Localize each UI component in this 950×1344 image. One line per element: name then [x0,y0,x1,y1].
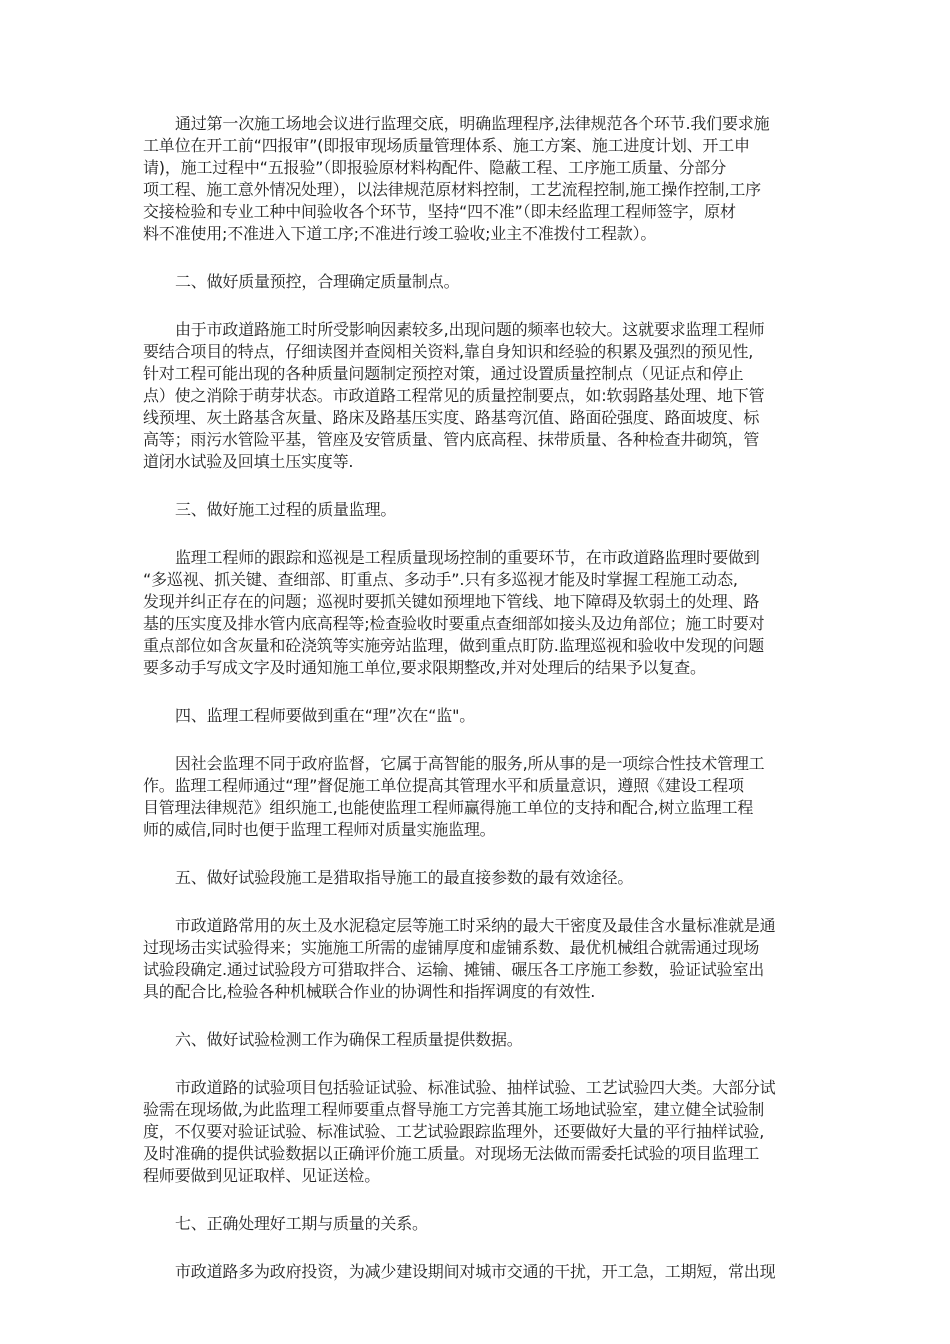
text-line: 市政道路的试验项目包括验证试验、标准试验、抽样试验、工艺试验四大类。大部分试 [175,1078,776,1097]
text-line: 道闭水试验及回填土压实度等. [143,452,354,471]
paragraph-testing [143,1077,808,1187]
text-line: 交接检验和专业工种中间验收各个环节，坚持“四不准”（即未经监理工程师签字，原材 [143,202,736,221]
text-line: 具的配合比,检验各种机械联合作业的协调性和指挥调度的有效性. [143,982,596,1001]
text-line: 要多动手写成文字及时通知施工单位,要求限期整改,并对处理后的结果予以复查。 [143,658,706,677]
paragraph-schedule-quality [143,1261,808,1283]
text-line: 作。监理工程师通过“理”督促施工单位提高其管理水平和质量意识，遵照《建设工程项 [143,776,744,795]
text-line: 目管理法律规范》组织施工,也能使监理工程师赢得施工单位的支持和配合,树立监理工程 [143,798,754,817]
text-line: 市政道路多为政府投资，为减少建设期间对城市交通的干扰，开工急，工期短，常出现 [175,1262,776,1281]
text-line: 由于市政道路施工时所受影响因素较多,出现问题的频率也较大。这就要求监理工程师 [175,320,765,339]
text-line: 工单位在开工前“四报审”(即报审现场质量管理体系、施工方案、施工进度计划、开工申 [143,136,750,155]
text-line: 高等；雨污水管险平基，管座及安管质量、管内底高程、抹带质量、各种检查井砌筑，管 [143,430,760,449]
section-heading-3: 三、做好施工过程的质量监理。 [175,500,397,519]
text-line: 料不准使用;不准进入下道工序;不准进行竣工验收;业主不准拨付工程款）。 [143,224,657,243]
section-heading-2: 二、做好质量预控，合理确定质量制点。 [175,272,460,291]
text-line: 请)，施工过程中“五报验”（即报验原材料构配件、隐蔽工程、工序施工质量、分部分 [143,158,727,177]
text-line: 试验段确定.通过试验段方可猎取拌合、运输、摊铺、碾压各工序施工参数，验证试验室出 [143,960,765,979]
text-line: 师的威信,同时也便于监理工程师对质量实施监理。 [143,820,496,839]
section-heading-6: 六、做好试验检测工作为确保工程质量提供数据。 [175,1030,523,1049]
text-line: 监理工程师的跟踪和巡视是工程质量现场控制的重要环节，在市政道路监理时要做到 [175,548,760,567]
text-line: 基的压实度及排水管内底高程等;检查验收时要重点查细部如接头及边角部位；施工时要对 [143,614,765,633]
text-line: 项工程、施工意外情况处理），以法律规范原材料控制，工艺流程控制,施工操作控制,工序 [143,180,761,199]
text-line: 及时准确的提供试验数据以正确评价施工质量。对现场无法做而需委托试验的项目监理工 [143,1144,760,1163]
paragraph-site-meeting [143,113,808,245]
text-line: 验需在现场做,为此监理工程师要重点督导施工方完善其施工场地试验室，建立健全试验制 [143,1100,765,1119]
document-page [143,113,808,1309]
text-line: 点）使之消除于萌芽状态。市政道路工程常见的质量控制要点，如:软弱路基处理、地下管 [143,386,765,405]
paragraph-process-supervision [143,547,808,679]
paragraph-trial-section [143,915,808,1003]
text-line: “多巡视、抓关键、查细部、盯重点、多动手”.只有多巡视才能及时掌握工程施工动态, [143,570,738,589]
text-line: 线预埋、灰土路基含灰量、路床及路基压实度、路基弯沉值、路面砼强度、路面坡度、标 [143,408,760,427]
section-heading-5: 五、做好试验段施工是猎取指导施工的最直接参数的最有效途径。 [175,868,634,887]
text-line: 要结合项目的特点，仔细读图并查阅相关资料,靠自身知识和经验的积累及强烈的预见性, [143,342,754,361]
text-line: 市政道路常用的灰土及水泥稳定层等施工时采纳的最大干密度及最佳含水量标准就是通 [175,916,776,935]
text-line: 重点部位如含灰量和砼浇筑等实施旁站监理，做到重点盯防.监理巡视和验收中发现的问题 [143,636,765,655]
text-line: 程师要做到见证取样、见证送检。 [143,1166,381,1185]
paragraph-quality-precontrol [143,319,808,473]
text-line: 针对工程可能出现的各种质量问题制定预控对策，通过设置质量控制点（见证点和停止 [143,364,744,383]
paragraph-management [143,753,808,841]
section-heading-7: 七、正确处理好工期与质量的关系。 [175,1214,428,1233]
text-line: 过现场击实试验得来；实施施工所需的虚铺厚度和虚铺系数、最优机械组合就需通过现场 [143,938,760,957]
section-heading-4: 四、监理工程师要做到重在“理”次在“监"。 [175,706,476,725]
text-line: 发现并纠正存在的问题；巡视时要抓关键如预埋地下管线、地下障碍及软弱土的处理、路 [143,592,760,611]
text-line: 通过第一次施工场地会议进行监理交底，明确监理程序,法律规范各个环节.我们要求施 [175,114,770,133]
text-line: 因社会监理不同于政府监督，它属于高智能的服务,所从事的是一项综合性技术管理工 [175,754,765,773]
text-line: 度，不仅要对验证试验、标准试验、工艺试验跟踪监理外，还要做好大量的平行抽样试验, [143,1122,765,1141]
